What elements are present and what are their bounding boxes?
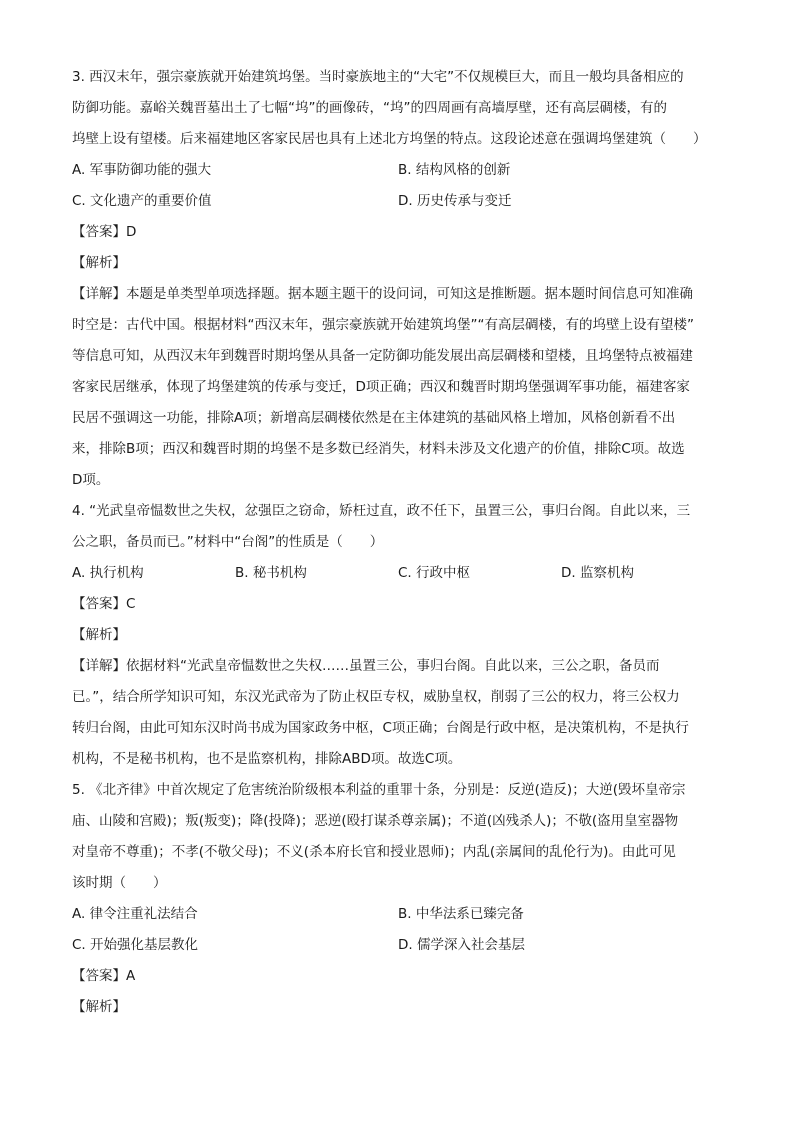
detail-line: 转归台阁，由此可知东汉时尚书成为国家政务中枢，C项正确；台阁是行政中枢，是决策机构，不是执行 — [72, 720, 689, 736]
option-b[interactable]: B. 结构风格的创新 — [398, 162, 511, 178]
option-b[interactable]: B. 中华法系已臻完备 — [398, 906, 524, 922]
question-stem-line: 对皇帝不尊重)；不孝(不敬父母)；不义(杀本府长官和授业恩师)；内乱(亲属间的乱伦行为)。由此可见 — [72, 844, 676, 860]
analysis-label: 【解析】 — [72, 999, 126, 1015]
options-row — [72, 558, 724, 589]
question-stem-line: 5. 《北齐律》中首次规定了危害统治阶级根本利益的重罪十条，分别是：反逆(造反)；大逆(毁坏皇帝宗 — [72, 782, 686, 798]
detail-line: 【详解】本题是单类型单项选择题。据本题主题干的设问词，可知这是推断题。据本题时间信息可知准确 — [72, 286, 693, 302]
options-row — [72, 899, 724, 930]
detail-line: 民居不强调这一功能，排除A项；新增高层碉楼依然是在主体建筑的基础风格上增加，风格创新看不出 — [72, 410, 676, 426]
option-d[interactable]: D. 历史传承与变迁 — [398, 193, 512, 209]
question-stem-line: 3. 西汉末年，强宗豪族就开始建筑坞堡。当时豪族地主的“大宅”不仅规模巨大，而且一般均具备相应的 — [72, 69, 684, 85]
option-c[interactable]: C. 文化遗产的重要价值 — [72, 193, 212, 209]
answer-label: 【答案】A — [72, 968, 136, 984]
analysis-label: 【解析】 — [72, 255, 126, 271]
options-row — [72, 186, 724, 217]
detail-line: 等信息可知，从西汉末年到魏晋时期坞堡从具备一定防御功能发展出高层碉楼和望楼，且坞堡特点被福建 — [72, 348, 693, 364]
option-a[interactable]: A. 律令注重礼法结合 — [72, 906, 198, 922]
option-b[interactable]: B. 秘书机构 — [235, 565, 307, 581]
question-stem-line: 4. “光武皇帝愠数世之失权，忿强臣之窃命，矫枉过直，政不任下，虽置三公，事归台阁。自此以来，三 — [72, 503, 691, 519]
document-page — [72, 62, 724, 1023]
options-row — [72, 155, 724, 186]
detail-line: 客家民居继承，体现了坞堡建筑的传承与变迁，D项正确；西汉和魏晋时期坞堡强调军事功能，福建客家 — [72, 379, 690, 395]
detail-line: 机构，不是秘书机构，也不是监察机构，排除ABD项。故选C项。 — [72, 751, 462, 767]
question-4 — [72, 496, 724, 775]
detail-line: 来，排除B项；西汉和魏晋时期的坞堡不是多数已经消失，材料未涉及文化遗产的价值，排除C项。故选 — [72, 441, 685, 457]
analysis-label: 【解析】 — [72, 627, 126, 643]
option-c[interactable]: C. 行政中枢 — [398, 565, 471, 581]
option-d[interactable]: D. 儒学深入社会基层 — [398, 937, 525, 953]
question-stem-line: 坞壁上设有望楼。后来福建地区客家民居也具有上述北方坞堡的特点。这段论述意在强调坞堡建筑（ ） — [72, 131, 707, 147]
detail-line: 已。”，结合所学知识可知，东汉光武帝为了防止权臣专权，威胁皇权，削弱了三公的权力，将三公权力 — [72, 689, 680, 705]
options-row — [72, 930, 724, 961]
option-d[interactable]: D. 监察机构 — [561, 565, 634, 581]
question-stem-line: 该时期（ ） — [72, 875, 167, 891]
detail-line: D项。 — [72, 472, 110, 488]
detail-line: 【详解】依据材料“光武皇帝愠数世之失权……虽置三公，事归台阁。自此以来，三公之职，备员而 — [72, 658, 660, 674]
option-a[interactable]: A. 执行机构 — [72, 565, 144, 581]
option-a[interactable]: A. 军事防御功能的强大 — [72, 162, 212, 178]
question-stem-line: 防御功能。嘉峪关魏晋墓出土了七幅“坞”的画像砖，“坞”的四周画有高墙厚壁，还有高层碉楼，有的 — [72, 100, 667, 116]
question-3 — [72, 62, 724, 496]
question-stem-line: 公之职，备员而已。”材料中“台阁”的性质是（ ） — [72, 534, 384, 550]
answer-label: 【答案】D — [72, 224, 137, 240]
option-c[interactable]: C. 开始强化基层教化 — [72, 937, 199, 953]
question-5 — [72, 775, 724, 1023]
detail-line: 时空是：古代中国。根据材料“西汉末年，强宗豪族就开始建筑坞堡”“有高层碉楼，有的坞壁上设有望楼” — [72, 317, 694, 333]
question-stem-line: 庙、山陵和宫殿)；叛(叛变)；降(投降)；恶逆(殴打谋杀尊亲属)；不道(凶残杀人)；不敬(盗用皇室器物 — [72, 813, 679, 829]
answer-label: 【答案】C — [72, 596, 136, 612]
